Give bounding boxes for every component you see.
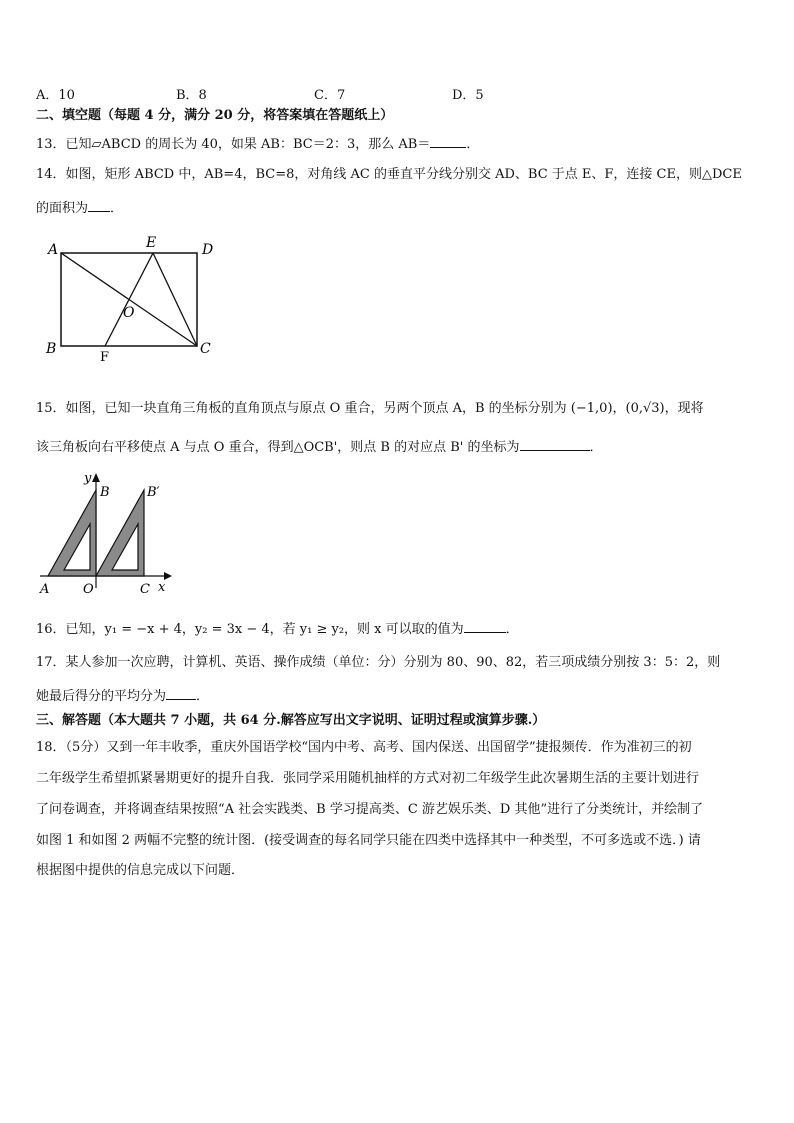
question-17-text: 她最后得分的平均分为 bbox=[36, 689, 167, 704]
question-14-text: 的面积为 bbox=[36, 201, 89, 216]
option-a: A．10 bbox=[36, 88, 75, 103]
question-18-line-4: 如图 1 和如图 2 两幅不完整的统计图．(接受调查的每名同学只能在四类中选择其中一种类型，不可多选或不选．) 请 bbox=[36, 833, 701, 848]
triangle-ocb-prime bbox=[96, 490, 144, 576]
question-14-line-1: 14．如图，矩形 ABCD 中，AB=4，BC=8，对角线 AC 的垂直平分线分别交 AD、BC 于点 E、F，连接 CE，则△DCE bbox=[36, 167, 742, 182]
label-e: E bbox=[146, 235, 157, 251]
label-a: A bbox=[40, 582, 50, 597]
question-15-line-1: 15．如图，已知一块直角三角板的直角顶点与原点 O 重合，另两个顶点 A，B 的坐标分别为 (−1,0)，(0,√3)，现将 bbox=[36, 401, 704, 416]
question-18-line-2: 二年级学生希望抓紧暑期更好的提升自我．张同学采用随机抽样的方式对初二年级学生此次暑期生活的主要计划进行 bbox=[36, 771, 700, 786]
x-axis-arrow-icon bbox=[164, 572, 172, 580]
label-b: B bbox=[46, 341, 57, 357]
question-17-line-1: 17．某人参加一次应聘，计算机、英语、操作成绩（单位：分）分别为 80、90、82，若三项成绩分别按 3：5：2，则 bbox=[36, 655, 721, 670]
question-15-line-2 bbox=[36, 438, 603, 456]
label-c: C bbox=[140, 582, 150, 597]
label-o: O bbox=[123, 305, 135, 321]
answer-blank-17[interactable] bbox=[166, 687, 196, 700]
section-2-title: 二、填空题（每题 4 分，满分 20 分，将答案填在答题纸上） bbox=[36, 108, 394, 123]
question-13-text: 13．已知▱ABCD 的周长为 40，如果 AB：BC＝2：3，那么 AB＝ bbox=[36, 137, 431, 152]
question-17-end: ． bbox=[196, 689, 210, 704]
answer-blank-13[interactable] bbox=[430, 135, 466, 148]
y-axis-arrow-icon bbox=[92, 473, 100, 482]
answer-blank-14[interactable] bbox=[88, 199, 110, 212]
question-17-line-2 bbox=[36, 687, 209, 705]
question-18-line-1: 18．（5分）又到一年丰收季，重庆外国语学校“国内中考、高考、国内保送、出国留学”捷报频传．作为准初三的初 bbox=[36, 740, 692, 755]
label-x: x bbox=[158, 580, 166, 595]
question-16-text: 16．已知，y₁ = −x + 4，y₂ = 3x − 4，若 y₁ ≥ y₂，则 x 可以取的值为 bbox=[36, 622, 464, 637]
question-15-text: 该三角板向右平移使点 A 与点 O 重合，得到△OCB'，则点 B 的对应点 B' 的坐标为 bbox=[36, 440, 520, 455]
label-d: D bbox=[202, 242, 214, 258]
question-18-line-3: 了问卷调查，并将调查结果按照“A 社会实践类、B 学习提高类、C 游艺娱乐类、D 其他”进行了分类统计，并绘制了 bbox=[36, 802, 704, 817]
triangle-aob bbox=[48, 490, 96, 576]
line-ce bbox=[153, 253, 197, 346]
question-13 bbox=[36, 135, 479, 153]
option-d: D．5 bbox=[452, 88, 484, 103]
answer-blank-16[interactable] bbox=[464, 620, 506, 633]
section-3-title: 三、解答题（本大题共 7 小题，共 64 分.解答应写出文字说明、证明过程或演算步骤.） bbox=[36, 713, 546, 728]
line-ef bbox=[105, 253, 153, 346]
question-18-line-5: 根据图中提供的信息完成以下问题． bbox=[36, 863, 245, 878]
question-14-end: ． bbox=[110, 201, 124, 216]
label-a: A bbox=[48, 242, 59, 258]
question-16-end: ． bbox=[505, 622, 519, 637]
question-16 bbox=[36, 620, 519, 638]
label-b: B bbox=[100, 485, 110, 500]
question-14-line-2 bbox=[36, 199, 123, 217]
label-f: F bbox=[100, 350, 110, 362]
option-b: B．8 bbox=[176, 88, 207, 103]
label-c: C bbox=[200, 341, 211, 357]
label-o: O bbox=[83, 582, 94, 597]
label-y: y bbox=[84, 471, 92, 486]
triangle-figure bbox=[36, 470, 176, 600]
answer-blank-15[interactable] bbox=[520, 438, 590, 451]
question-13-end: ． bbox=[466, 137, 480, 152]
rectangle-figure bbox=[40, 232, 220, 362]
option-c: C．7 bbox=[314, 88, 346, 103]
label-b-prime: B′ bbox=[147, 485, 160, 500]
question-15-end: ． bbox=[589, 440, 603, 455]
